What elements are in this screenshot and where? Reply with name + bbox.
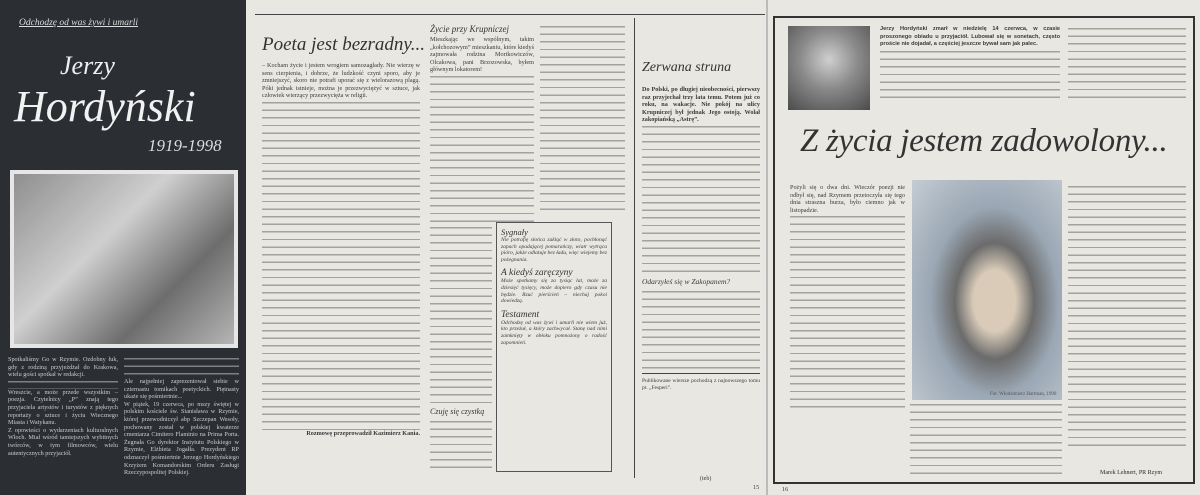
years: 1919-1998 bbox=[148, 136, 222, 155]
poem-text: Może spotkamy się za tysiąc lat, może za dziesięć tysięcy, może dopiero gdy czasu nie będzie. Rzuć pierścień – niechaj pokoi dowiedzą. bbox=[501, 278, 607, 305]
paragraph: Jerzy Hordyński zmarł w niedzielę 14 czerwca, w czasie proszonego obiadu u przyjaciół. Lubował się w sonetach, często proście nie dojadał, a częściej jeszcze bywał sam jak palec. bbox=[880, 26, 1060, 48]
poem-text: Nie potrafię słońca zakląć w złoto, pochłonąć zapach opadającej pomarańczy, wiatr wytrąca pióro, jakże odlatuje bez ładu, więc wiejemy bez pożegnania. bbox=[501, 237, 607, 263]
zerwana-column bbox=[642, 86, 760, 391]
publication-note: Publikowane wiersze pochodzą z najnowszego tomu pt. „Fesperi”. bbox=[642, 377, 760, 391]
poem-title: Testament bbox=[501, 309, 540, 320]
subheading: Czuję się czystką bbox=[430, 407, 485, 416]
portrait-photo bbox=[10, 170, 238, 348]
memorial-panel bbox=[0, 0, 246, 495]
poems-box bbox=[496, 222, 612, 472]
poem bbox=[501, 310, 607, 346]
article-title: Poeta jest bezradny... bbox=[262, 34, 426, 55]
paragraph: Spotkaliśmy Go w Rzymie. Ozdobny łuk, gdy z rodziną przyjeżdżał do Krakowa, wielu gości spotkał w redakcji. bbox=[8, 356, 118, 379]
section-heading: Życie przy Krupniczej bbox=[430, 24, 509, 34]
paragraph: W piątek, 19 czerwca, po mszy świętej w polskim kościele św. Stanisława w Rzymie, której przewodniczył abp Szczepan Wesoły, pochowany został w polskiej kwaterze cmentarza Cimitero Flaminio na Prima Porta. Żegnała Go dyrektor Instytutu Polskiego w Rzymie, Elżbieta Jogałła. Prezydent RP odznaczył pośmiertnie Jerzego Hordyńskiego Krzyżem Komandorskim Orderu Zasługi Rzeczypospolitej Polskiej. bbox=[124, 400, 239, 477]
interview-column bbox=[262, 62, 420, 438]
paragraph: Wreszcie, a może przede wszystkim – poezja. Czytelnicy „P” znają tego przyjaciela artystów i turystów z pięknych reportaży o sztuce i życiu Wiecznego Miasta i Watykanu. bbox=[8, 388, 118, 427]
paragraph: Ale najpełniej zaprezentował siebie w czternastu tomikach poetyckich. Piętnasty ukaże się pośmiertnie... bbox=[124, 378, 239, 401]
lead-paragraph: – Kocham życie i jestem wrogiem samozagłady. Nie wierzę w sens cierpienia, i dobrze, że ludzkość czyni sporo, aby je zmniejszyć, skoro nie potrafi uporać się z wielorazową plagą. Póki jednak istnieje, można je przezwyciężyć w sztuce, jak człowiek wierzący przezwycięża w religii. bbox=[262, 62, 420, 100]
photo-caption: Fot. Włodzimierz Hartman, 1990 bbox=[990, 392, 1057, 397]
subheading: Odarzyłeś się w Zakopanem? bbox=[642, 276, 731, 286]
poem bbox=[501, 268, 607, 304]
last-name: Hordyński bbox=[14, 82, 196, 131]
page-number-right: 16 bbox=[782, 486, 789, 493]
poem-title: Sygnały bbox=[501, 227, 528, 237]
signature: Marek Lehnert, PR Rzym bbox=[1100, 470, 1162, 476]
left-panel-col1 bbox=[8, 356, 118, 457]
intro-text bbox=[880, 26, 1060, 104]
interview-credit: Rozmowę przeprowadził Kazimierz Kania. bbox=[306, 429, 420, 437]
first-name: Jerzy bbox=[60, 51, 115, 80]
main-photo bbox=[912, 180, 1062, 400]
series-title: Odchodzę od was żywi i umarli bbox=[19, 18, 139, 28]
right-body-col1 bbox=[790, 184, 905, 409]
left-panel-col2 bbox=[124, 356, 239, 477]
end-mark: (teb) bbox=[700, 476, 712, 482]
page-number-left: 15 bbox=[753, 484, 760, 491]
author-photo bbox=[788, 26, 870, 110]
poem-text: Odchodzę od was żywi i umarli nie wiem już, kto przeżuł, a który zachwycał. Stanę nad nimi zamknięty w obłoku pomnożony o radość zapomnień. bbox=[501, 319, 607, 346]
paragraph: Pożyli się o dwa dni. Wieczór poezji nie odbył się, nad Rzymem przetoczyła się tego dnia straszna burza, było ciemno jak w listopadzie. bbox=[790, 184, 905, 214]
paragraph: Mieszkając we wspólnym, takim „kołchozowym” mieszkaniu, które kiedyś zajmowała rodzina Mortkowiczów, Olcakowa, pani Brzozowska, byłem głównym lokatorem! bbox=[430, 36, 534, 74]
zerwana-title: Zerwana struna bbox=[642, 60, 732, 75]
krupnicza-column-2 bbox=[430, 225, 492, 474]
lead-paragraph: Do Polski, po długiej nieobecności, pierwszy raz przyjechał trzy lata temu. Potem już co roku, na wakacje. Nie pokój na ulicy Krupniczej był jednak Jego ostoją. Wolał zakopiańską „Astrę”. bbox=[642, 86, 760, 124]
headline: Z życia jestem zadowolony... bbox=[800, 123, 1168, 159]
paragraph: Z opowieści o wydarzeniach kulturalnych Włoch. Miał wśród tamtejszych wybitnych twórców, w tym filmowców, wielu autentycznych przyjaciół. bbox=[8, 426, 118, 457]
krupnicza-column bbox=[430, 36, 534, 224]
poem bbox=[501, 227, 607, 263]
poem-title: A kiedyś zaręczyny bbox=[501, 268, 573, 279]
